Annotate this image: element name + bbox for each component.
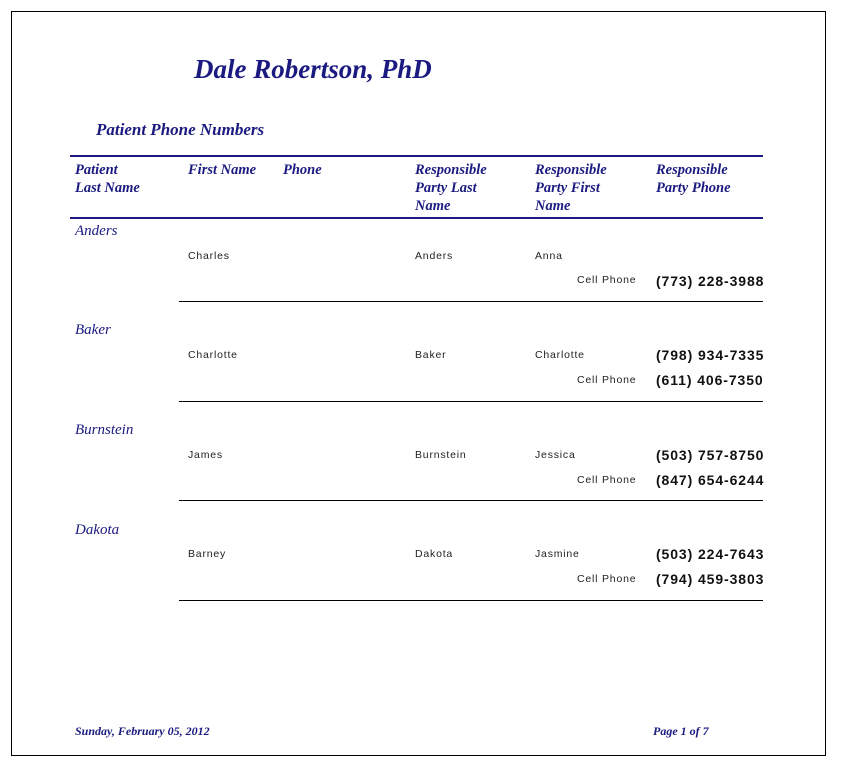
group-divider [179,500,763,501]
cell-phone-number: (611) 406-7350 [656,372,764,388]
responsible-party-first-name: Charlotte [535,349,585,361]
col-header-line: Last Name [75,180,140,196]
col-header-line: Patient [75,162,118,178]
group-divider [179,600,763,601]
header-top-rule [70,155,763,157]
col-header-line: Party Phone [656,180,731,196]
col-header-line: Responsible [656,162,728,178]
col-header-responsible-party-first-name [535,161,607,215]
responsible-party-phone: (503) 224-7643 [656,546,765,562]
cell-phone-label: Cell Phone [577,474,637,486]
col-header-line: Responsible [415,162,487,178]
patient-first-name: Charlotte [188,349,238,361]
col-header-line: Name [415,198,451,214]
cell-phone-number: (847) 654-6244 [656,472,765,488]
col-header-line: Party First [535,180,600,196]
responsible-party-first-name: Anna [535,250,563,262]
group-divider [179,301,763,302]
cell-phone-label: Cell Phone [577,274,637,286]
responsible-party-phone: (503) 757-8750 [656,447,765,463]
col-header-line: Party Last [415,180,477,196]
col-header-responsible-party-phone [656,161,731,197]
patient-first-name: James [188,449,223,461]
patient-last-name: Anders [75,223,118,239]
col-header-phone: Phone [283,162,322,178]
col-header-line: Name [535,198,571,214]
patient-last-name: Burnstein [75,422,134,438]
patient-first-name: Charles [188,250,230,262]
group-divider [179,401,763,402]
footer-date: Sunday, February 05, 2012 [75,724,210,738]
footer-page-number: Page 1 of 7 [653,724,709,738]
responsible-party-last-name: Burnstein [415,449,467,461]
responsible-party-phone: (798) 934-7335 [656,347,765,363]
col-header-line: Responsible [535,162,607,178]
header-bottom-rule [70,217,763,219]
responsible-party-first-name: Jessica [535,449,576,461]
patient-last-name: Dakota [75,522,120,538]
col-header-responsible-party-last-name [415,161,487,215]
responsible-party-first-name: Jasmine [535,548,580,560]
col-header-patient-last-name [75,161,140,197]
responsible-party-last-name: Baker [415,349,447,361]
cell-phone-label: Cell Phone [577,573,637,585]
cell-phone-label: Cell Phone [577,374,637,386]
report-title: Patient Phone Numbers [96,120,265,139]
col-header-first-name: First Name [188,162,257,178]
report-page [11,11,826,756]
document-title: Dale Robertson, PhD [194,54,432,84]
responsible-party-last-name: Anders [415,250,454,262]
responsible-party-last-name: Dakota [415,548,454,560]
patient-first-name: Barney [188,548,227,560]
patient-last-name: Baker [75,322,111,338]
cell-phone-number: (773) 228-3988 [656,273,765,289]
cell-phone-number: (794) 459-3803 [656,571,765,587]
